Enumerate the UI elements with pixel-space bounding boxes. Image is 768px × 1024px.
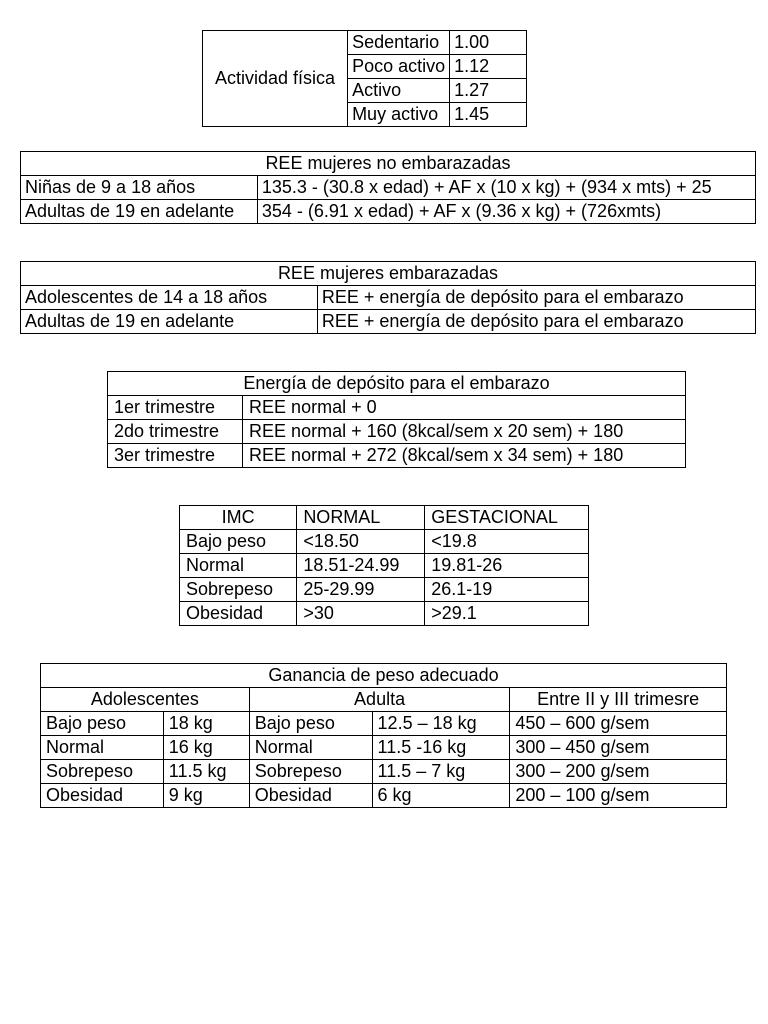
table-cell: >29.1 <box>425 602 589 626</box>
table-cell: 18 kg <box>163 712 249 736</box>
group-cell: Niñas de 9 a 18 años <box>21 176 258 200</box>
table-cell: 25-29.99 <box>297 578 425 602</box>
activity-level: Poco activo <box>348 55 450 79</box>
activity-factor-table <box>202 30 527 127</box>
table-row <box>180 530 589 554</box>
table-row <box>21 310 756 334</box>
table-cell: Sobrepeso <box>180 578 297 602</box>
activity-level: Muy activo <box>348 103 450 127</box>
table-row <box>21 286 756 310</box>
table-cell: 18.51-24.99 <box>297 554 425 578</box>
table-title: Energía de depósito para el embarazo <box>108 372 686 396</box>
table-cell: Normal <box>180 554 297 578</box>
table-row <box>41 736 727 760</box>
table-cell: Bajo peso <box>249 712 372 736</box>
table-cell: 11.5 kg <box>163 760 249 784</box>
column-header: IMC <box>180 506 297 530</box>
table-title: Ganancia de peso adecuado <box>41 664 727 688</box>
ree-no-embarazadas-table <box>20 151 756 224</box>
group-cell: Adultas de 19 en adelante <box>21 310 318 334</box>
activity-factor: 1.27 <box>450 79 527 103</box>
table-cell: 16 kg <box>163 736 249 760</box>
table-row <box>21 200 756 224</box>
table-cell: 200 – 100 g/sem <box>510 784 727 808</box>
ganancia-peso-table <box>40 663 727 808</box>
activity-factor: 1.45 <box>450 103 527 127</box>
table-cell: Sobrepeso <box>249 760 372 784</box>
table-cell: 9 kg <box>163 784 249 808</box>
activity-factor: 1.00 <box>450 31 527 55</box>
table-cell: Obesidad <box>180 602 297 626</box>
table-cell: 11.5 -16 kg <box>372 736 510 760</box>
value-cell: REE normal + 160 (8kcal/sem x 20 sem) + 180 <box>243 420 686 444</box>
table-title: REE mujeres embarazadas <box>21 262 756 286</box>
table-row <box>41 760 727 784</box>
imc-table <box>179 505 589 626</box>
table-cell: Bajo peso <box>180 530 297 554</box>
table-title-row <box>41 664 727 688</box>
table-cell: 450 – 600 g/sem <box>510 712 727 736</box>
table-title-row <box>108 372 686 396</box>
trimester-cell: 3er trimestre <box>108 444 243 468</box>
activity-label: Actividad física <box>203 31 348 127</box>
formula-cell: 354 - (6.91 x edad) + AF x (9.36 x kg) + (726xmts) <box>257 200 755 224</box>
column-header: Adolescentes <box>41 688 250 712</box>
table-row <box>180 578 589 602</box>
value-cell: REE normal + 0 <box>243 396 686 420</box>
table-cell: Normal <box>249 736 372 760</box>
formula-cell: 135.3 - (30.8 x edad) + AF x (10 x kg) + (934 x mts) + 25 <box>257 176 755 200</box>
table-row <box>108 420 686 444</box>
table-cell: 6 kg <box>372 784 510 808</box>
table-row <box>180 554 589 578</box>
value-cell: REE normal + 272 (8kcal/sem x 34 sem) + 180 <box>243 444 686 468</box>
group-cell: Adolescentes de 14 a 18 años <box>21 286 318 310</box>
energia-deposito-table <box>107 371 686 468</box>
table-row <box>180 602 589 626</box>
table-cell: >30 <box>297 602 425 626</box>
trimester-cell: 2do trimestre <box>108 420 243 444</box>
ree-embarazadas-table <box>20 261 756 334</box>
table-row <box>203 31 527 55</box>
table-cell: 19.81-26 <box>425 554 589 578</box>
table-cell: 11.5 – 7 kg <box>372 760 510 784</box>
table-cell: <19.8 <box>425 530 589 554</box>
table-title-row <box>21 152 756 176</box>
table-cell: Normal <box>41 736 164 760</box>
column-header: Adulta <box>249 688 510 712</box>
table-cell: <18.50 <box>297 530 425 554</box>
formula-cell: REE + energía de depósito para el embarazo <box>317 286 755 310</box>
table-header-row <box>41 688 727 712</box>
column-header: NORMAL <box>297 506 425 530</box>
table-row <box>21 176 756 200</box>
table-row <box>41 712 727 736</box>
table-cell: 26.1-19 <box>425 578 589 602</box>
group-cell: Adultas de 19 en adelante <box>21 200 258 224</box>
table-row <box>108 396 686 420</box>
table-cell: Bajo peso <box>41 712 164 736</box>
trimester-cell: 1er trimestre <box>108 396 243 420</box>
table-header-row <box>180 506 589 530</box>
table-row <box>41 784 727 808</box>
activity-level: Sedentario <box>348 31 450 55</box>
table-cell: 300 – 450 g/sem <box>510 736 727 760</box>
table-row <box>108 444 686 468</box>
column-header: Entre II y III trimesre <box>510 688 727 712</box>
table-cell: 12.5 – 18 kg <box>372 712 510 736</box>
table-title-row <box>21 262 756 286</box>
table-cell: 300 – 200 g/sem <box>510 760 727 784</box>
table-cell: Obesidad <box>249 784 372 808</box>
formula-cell: REE + energía de depósito para el embarazo <box>317 310 755 334</box>
table-cell: Sobrepeso <box>41 760 164 784</box>
table-title: REE mujeres no embarazadas <box>21 152 756 176</box>
activity-level: Activo <box>348 79 450 103</box>
column-header: GESTACIONAL <box>425 506 589 530</box>
activity-factor: 1.12 <box>450 55 527 79</box>
table-cell: Obesidad <box>41 784 164 808</box>
